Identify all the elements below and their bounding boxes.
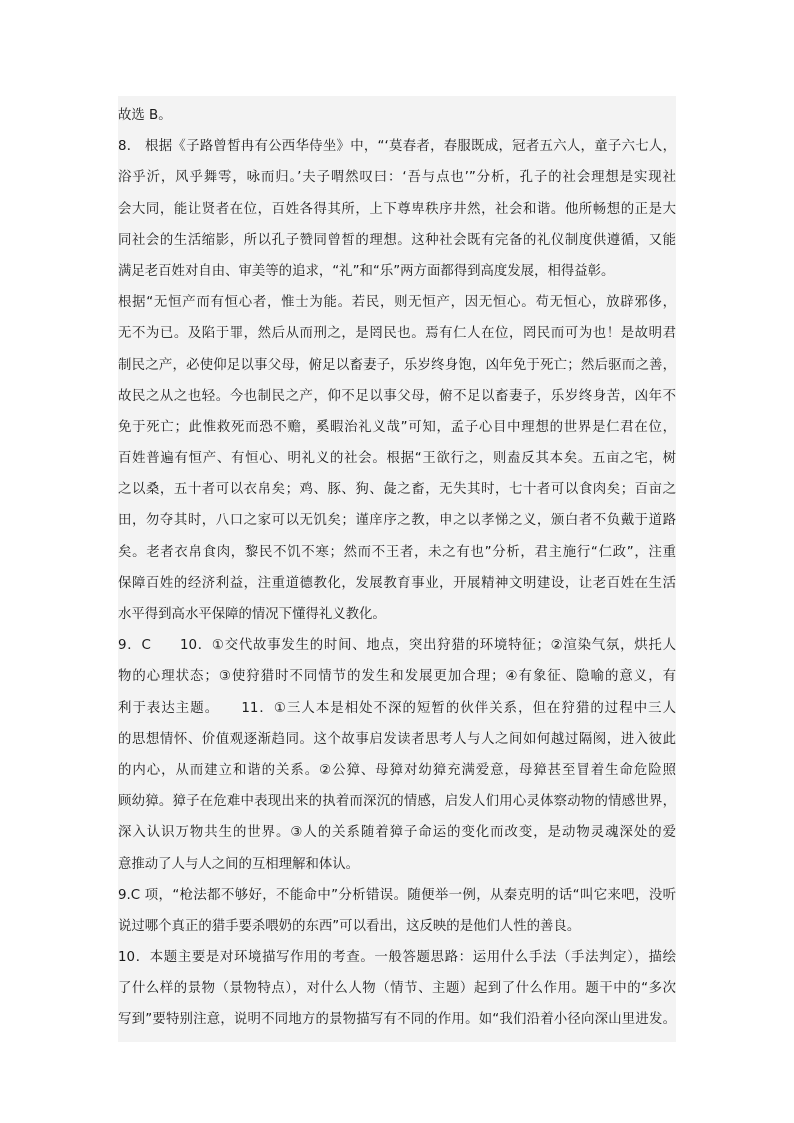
text-line: 利于表达主题。 11．①三人本是相处不深的短暂的伙伴关系，但在狩猎的过程中三人 [118, 700, 676, 716]
text-line: 说过哪个真正的猎手要杀喂奶的东西”可以看出，这反映的是他们人性的善良。 [118, 918, 581, 934]
text-line: 意推动了人与人之间的互相理解和体认。 [118, 856, 360, 872]
text-line: 满足老百姓对自由、审美等的追求，“礼”和“乐”两方面都得到高度发展，相得益彰。 [118, 263, 615, 279]
text-line: 浴乎沂，风乎舞雩，咏而归。’夫子喟然叹曰：‘吾与点也’”分析，孔子的社会理想是实现社 [118, 170, 676, 186]
text-line: 田，勿夺其时，八口之家可以无饥矣；谨庠序之教，申之以孝悌之义，颁白者不负戴于道路 [118, 513, 676, 529]
text-line: 保障百姓的经济利益，注重道德教化，发展教育事业，开展精神文明建设，让老百姓在生活 [118, 575, 676, 591]
text-line: 免于死亡；此惟救死而恐不赡，奚暇治礼义哉”可知，孟子心目中理想的世界是仁君在位， [118, 419, 676, 435]
text-line: 会大同，能让贤者在位，百姓各得其所，上下尊卑秩序井然，社会和谐。他所畅想的正是大 [118, 201, 676, 217]
text-line: 水平得到高水平保障的情况下懂得礼义教化。 [118, 607, 386, 622]
text-line: 8． 根据《子路曾皙冉有公西华侍坐》中，“‘莫春者，春服既成，冠者五六人，童子六七人， [118, 139, 676, 155]
text-line: 同社会的生活缩影，所以孔子赞同曾皙的理想。这种社会既有完备的礼仪制度供遵循，又能 [118, 232, 676, 248]
answer-text-block [118, 96, 676, 1042]
text-line: 9.C 项，“枪法都不够好，不能命中”分析错误。随便举一例，从秦克明的话“叫它来吧，没听 [118, 887, 676, 903]
text-line: 制民之产，必使仰足以事父母，俯足以畜妻子，乐岁终身饱，凶年免于死亡；然后驱而之善， [118, 357, 676, 373]
text-line: 之以桑，五十者可以衣帛矣；鸡、豚、狗、彘之畜，无失其时，七十者可以食肉矣；百亩之 [118, 482, 676, 498]
text-line: 无不为已。及陷于罪，然后从而刑之，是罔民也。焉有仁人在位，罔民而可为也！是故明君 [118, 326, 676, 342]
text-line: 9．C 10．①交代故事发生的时间、地点，突出狩猎的环境特征；②渲染气氛，烘托人 [118, 638, 676, 654]
text-line: 故选 B。 [118, 108, 172, 123]
text-line: 故民之从之也轻。今也制民之产，仰不足以事父母，俯不足以畜妻子，乐岁终身苦，凶年不 [118, 388, 676, 404]
text-line: 顾幼獐。獐子在危难中表现出来的执着而深沉的情感，启发人们用心灵体察动物的情感世界， [118, 794, 676, 810]
text-line: 矣。老者衣帛食肉，黎民不饥不寒；然而不王者，未之有也”分析，君主施行“仁政”，注重 [118, 544, 676, 560]
text-line: 的内心，从而建立和谐的关系。②公獐、母獐对幼獐充满爱意，母獐甚至冒着生命危险照 [118, 762, 676, 778]
text-line: 百姓普遍有恒产、有恒心、明礼义的社会。根据“王欲行之，则盍反其本矣。五亩之宅，树 [118, 451, 676, 467]
text-line: 深入认识万物共生的世界。③人的关系随着獐子命运的变化而改变，是动物灵魂深处的爱 [118, 825, 676, 841]
text-line: 根据“无恒产而有恒心者，惟士为能。若民，则无恒产，因无恒心。苟无恒心，放辟邪侈， [118, 295, 676, 311]
text-line: 的思想情怀、价值观逐渐趋同。这个故事启发读者思考人与人之间如何越过隔阂，进入彼此 [118, 731, 676, 747]
text-line: 物的心理状态；③使狩猎时不同情节的发生和发展更加合理；④有象征、隐喻的意义，有 [118, 669, 676, 685]
text-line: 10．本题主要是对环境描写作用的考查。一般答题思路：运用什么手法（手法判定），描绘 [118, 950, 676, 966]
text-line: 写到”要特别注意，说明不同地方的景物描写有不同的作用。如“我们沿着小径向深山里进发。 [118, 1012, 676, 1028]
text-line: 了什么样的景物（景物特点），对什么人物（情节、主题）起到了什么作用。题干中的“多次 [118, 981, 676, 997]
